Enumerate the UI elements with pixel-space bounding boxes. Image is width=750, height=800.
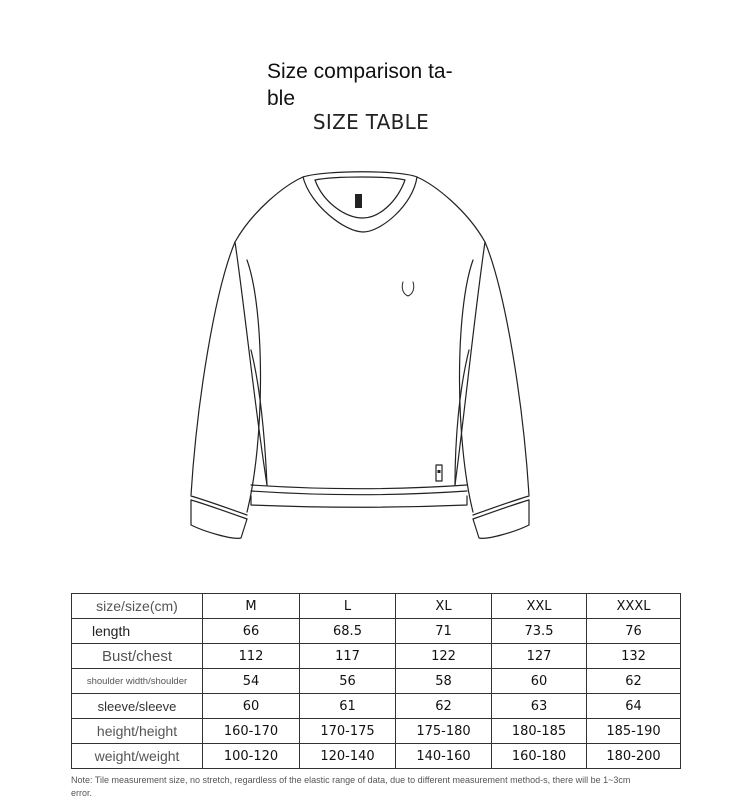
table-cell: 62 — [587, 669, 681, 694]
table-cell: 175-180 — [396, 719, 492, 744]
table-cell: 71 — [396, 619, 492, 644]
table-cell: 58 — [396, 669, 492, 694]
table-cell: 76 — [587, 619, 681, 644]
table-cell: 160-170 — [203, 719, 300, 744]
hem-top — [251, 485, 467, 489]
size-table — [71, 593, 681, 769]
row-label-height: height/height — [72, 719, 203, 744]
table-cell: 68.5 — [300, 619, 396, 644]
table-row — [72, 619, 681, 644]
row-label-sleeve: sleeve/sleeve — [72, 694, 203, 719]
table-row — [72, 719, 681, 744]
table-cell: 117 — [300, 644, 396, 669]
left-sleeve-outer — [191, 242, 235, 495]
table-cell: 64 — [587, 694, 681, 719]
table-cell: 60 — [492, 669, 587, 694]
table-cell: 127 — [492, 644, 587, 669]
row-label-weight: weight/weight — [72, 744, 203, 769]
table-row — [72, 694, 681, 719]
table-cell: 160-180 — [492, 744, 587, 769]
neck-rib-outer — [303, 172, 417, 177]
title-size-table: SIZE TABLE — [312, 110, 430, 134]
table-cell: 100-120 — [203, 744, 300, 769]
sweatshirt-illustration — [175, 160, 555, 550]
table-cell: 122 — [396, 644, 492, 669]
body-left-shoulder — [235, 177, 303, 242]
row-label-bust: Bust/chest — [72, 644, 203, 669]
row-label-length: length — [72, 619, 203, 644]
table-cell: 132 — [587, 644, 681, 669]
hem-bottom — [251, 496, 467, 507]
hem-line — [251, 491, 467, 495]
neck-label — [355, 194, 362, 208]
table-cell: 66 — [203, 619, 300, 644]
body-left-side — [235, 242, 267, 485]
table-cell: 120-140 — [300, 744, 396, 769]
table-row — [72, 669, 681, 694]
size-header: XXL — [492, 594, 587, 619]
table-cell: 54 — [203, 669, 300, 694]
title-cn: Size comparison ta-ble — [267, 60, 453, 110]
left-cuff-line — [191, 500, 247, 519]
table-cell: 180-200 — [587, 744, 681, 769]
measurement-note: Note: Tile measurement size, no stretch, regardless of the elastic range of data, due to different measurement method-s, there will be 1~3cm error. — [71, 775, 631, 798]
table-cell: 60 — [203, 694, 300, 719]
row-label-shoulder: shoulder width/shoulder — [72, 669, 203, 694]
table-cell: 61 — [300, 694, 396, 719]
right-sleeve-outer — [485, 242, 529, 495]
table-cell: 185-190 — [587, 719, 681, 744]
table-row — [72, 644, 681, 669]
table-cell: 73.5 — [492, 619, 587, 644]
body-right-shoulder — [417, 177, 485, 242]
size-header: M — [203, 594, 300, 619]
table-row — [72, 744, 681, 769]
table-header-row — [72, 594, 681, 619]
table-cell: 180-185 — [492, 719, 587, 744]
table-cell: 170-175 — [300, 719, 396, 744]
header-label: size/size(cm) — [72, 594, 203, 619]
table-cell: 140-160 — [396, 744, 492, 769]
left-cuff-top — [191, 496, 247, 515]
right-cuff-line — [473, 500, 529, 519]
table-cell: 56 — [300, 669, 396, 694]
size-header: XL — [396, 594, 492, 619]
table-cell: 63 — [492, 694, 587, 719]
table-cell: 62 — [396, 694, 492, 719]
right-cuff-top — [473, 496, 529, 515]
size-header: L — [300, 594, 396, 619]
chest-logo — [402, 282, 414, 296]
size-header: XXXL — [587, 594, 681, 619]
table-cell: 112 — [203, 644, 300, 669]
